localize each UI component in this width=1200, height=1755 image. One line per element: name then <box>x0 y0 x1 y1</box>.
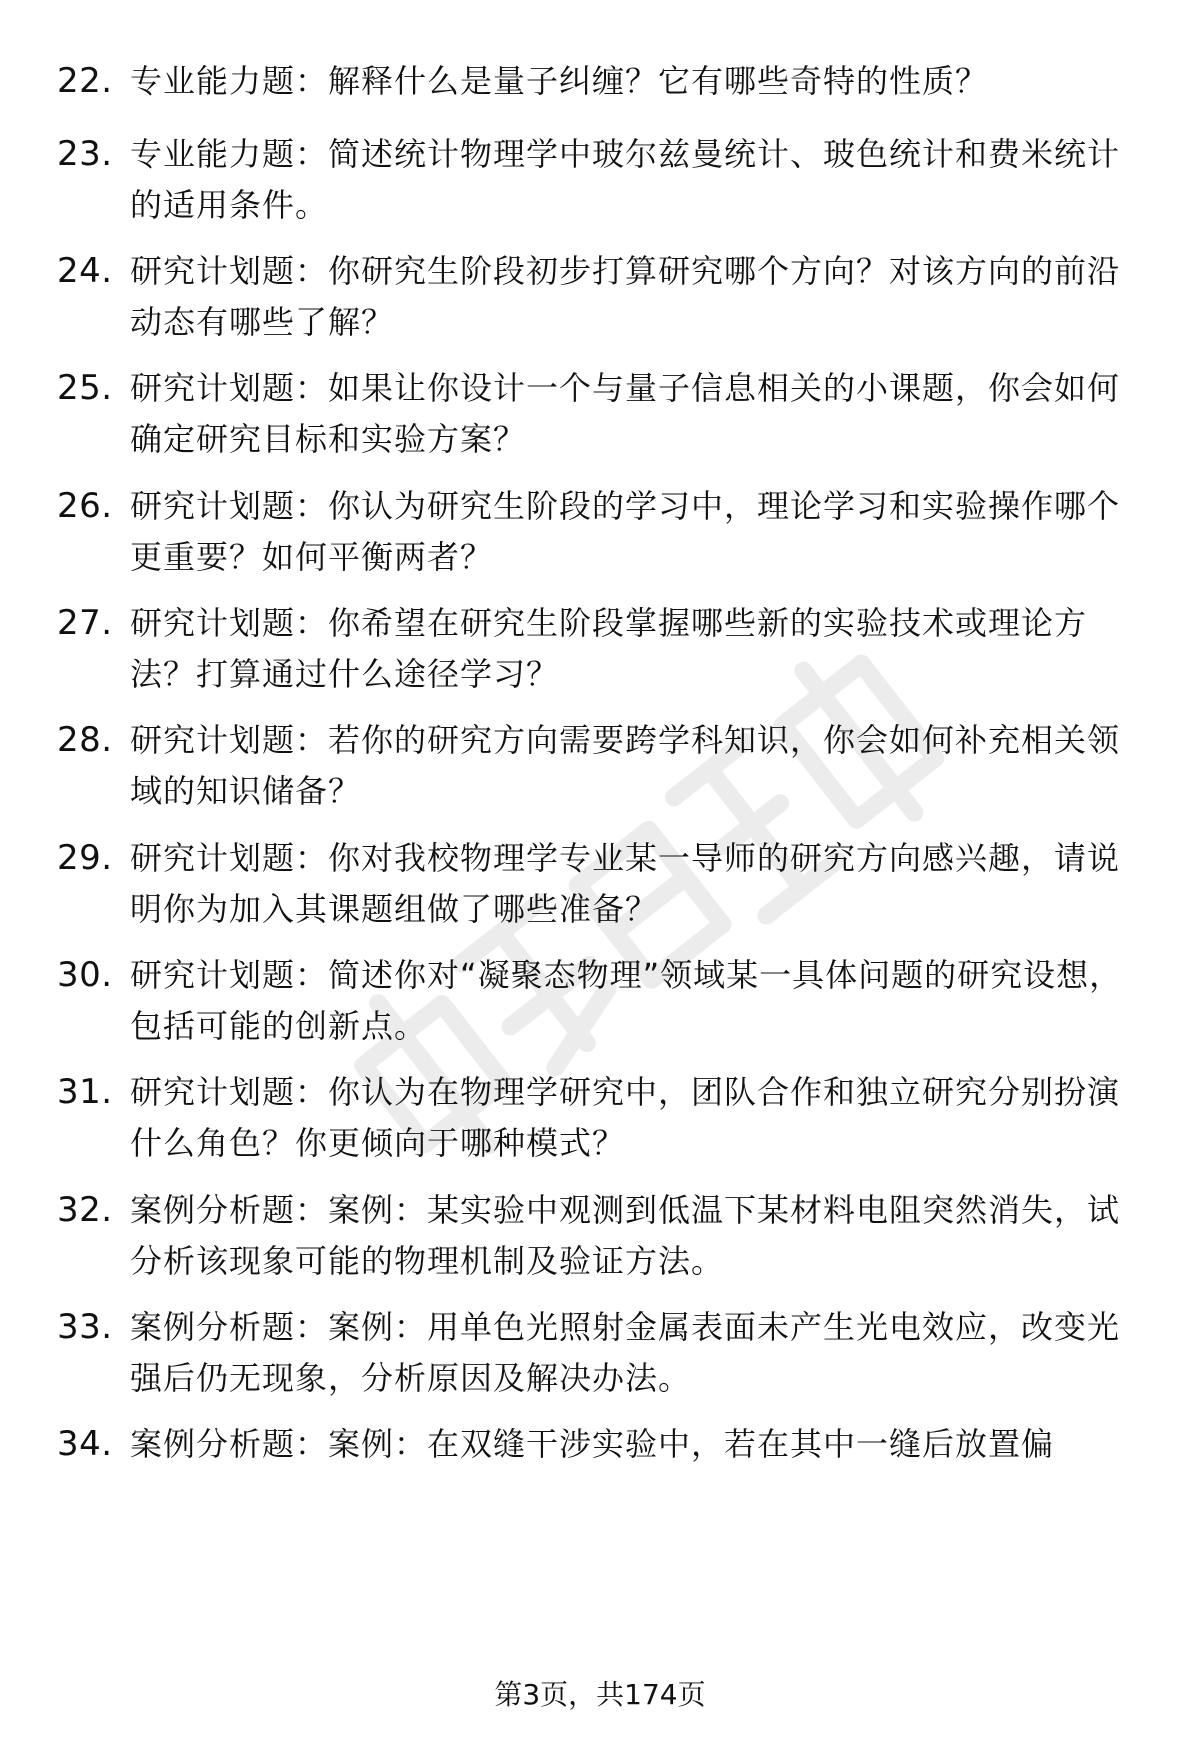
question-number: 24. <box>57 251 113 291</box>
question-text: 案例分析题：案例：某实验中观测到低温下某材料电阻突然消失，试分析该现象可能的物理机制及验证方法。 <box>130 1191 1121 1280</box>
question-text: 研究计划题：如果让你设计一个与量子信息相关的小课题，你会如何确定研究目标和实验方案？ <box>130 369 1121 458</box>
question-number: 25. <box>57 368 113 408</box>
question-number: 34. <box>57 1424 113 1464</box>
question-number: 28. <box>57 720 113 760</box>
question-text: 研究计划题：若你的研究方向需要跨学科知识，你会如何补充相关领域的知识储备？ <box>130 721 1121 810</box>
question-text: 案例分析题：案例：用单色光照射金属表面未产生光电效应，改变光强后仍无现象，分析原因及解决办法。 <box>130 1308 1121 1397</box>
question-number: 30. <box>57 955 113 995</box>
question-number: 33. <box>57 1307 113 1347</box>
question-text: 研究计划题：你研究生阶段初步打算研究哪个方向？对该方向的前沿动态有哪些了解？ <box>130 252 1121 341</box>
question-number: 22. <box>57 61 113 101</box>
question-number: 32. <box>57 1190 113 1230</box>
question-text: 研究计划题：简述你对“凝聚态物理”领域某一具体问题的研究设想，包括可能的创新点。 <box>130 956 1123 1045</box>
question-number: 23. <box>57 134 113 174</box>
question-text: 研究计划题：你希望在研究生阶段掌握哪些新的实验技术或理论方法？打算通过什么途径学习？ <box>130 604 1088 693</box>
page-footer: 第3页，共174页 <box>494 1678 706 1711</box>
question-text: 案例分析题：案例：在双缝干涉实验中，若在其中一缝后放置偏 <box>130 1425 1055 1463</box>
question-number: 27. <box>57 603 113 643</box>
question-number: 26. <box>57 486 113 526</box>
question-text: 专业能力题：解释什么是量子纠缠？它有哪些奇特的性质？ <box>130 62 989 100</box>
question-text: 研究计划题：你认为研究生阶段的学习中，理论学习和实验操作哪个更重要？如何平衡两者？ <box>130 487 1121 576</box>
question-text: 专业能力题：简述统计物理学中玻尔兹曼统计、玻色统计和费米统计的适用条件。 <box>130 135 1121 224</box>
question-number: 29. <box>57 838 113 878</box>
question-text: 研究计划题：你对我校物理学专业某一导师的研究方向感兴趣，请说明你为加入其课题组做了哪些准备？ <box>130 839 1121 928</box>
question-number: 31. <box>57 1072 113 1112</box>
question-text: 研究计划题：你认为在物理学研究中，团队合作和独立研究分别扮演什么角色？你更倾向于哪种模式？ <box>130 1073 1121 1162</box>
